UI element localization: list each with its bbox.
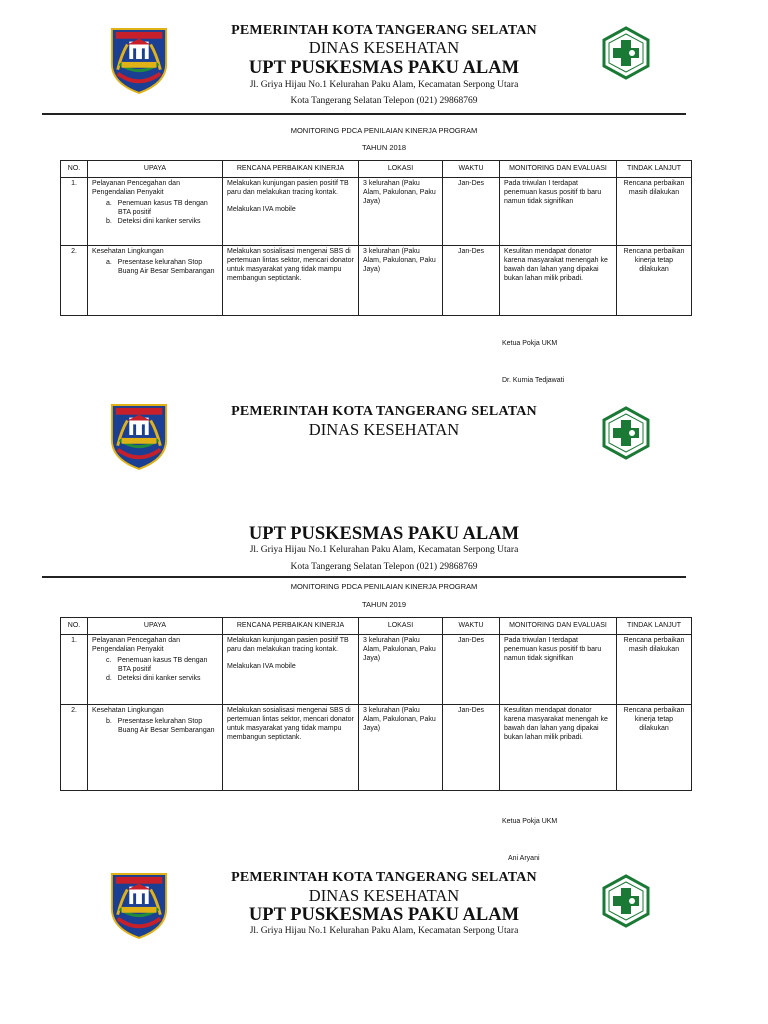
report-title: MONITORING PDCA PENILAIAN KINERJA PROGRAM xyxy=(290,126,478,135)
sub-item: d. Deteksi dini kanker serviks xyxy=(106,675,201,683)
rencana-text: Melakukan kunjungan pasien positif TB paru dan melakukan tracing kontak. xyxy=(227,180,349,197)
upaya-text: Pelayanan Pencegahan dan Pengendalian Penyakit xyxy=(92,180,180,197)
rencana-text-2: Melakukan IVA mobile xyxy=(227,206,296,214)
rencana-cell xyxy=(223,178,359,246)
dinas-name: DINAS KESEHATAN xyxy=(308,420,460,439)
lokasi-cell: 3 kelurahan (Paku Alam, Pakulonan, Paku Jaya) xyxy=(359,705,443,791)
table-row xyxy=(61,705,692,791)
column-header: LOKASI xyxy=(359,618,443,635)
city-phone: Kota Tangerang Selatan Telepon (021) 29868769 xyxy=(290,562,478,572)
lokasi-cell: 3 kelurahan (Paku Alam, Pakulonan, Paku Jaya) xyxy=(359,178,443,246)
upaya-text: Kesehatan Lingkungan xyxy=(92,248,164,255)
rencana-text: Melakukan kunjungan pasien positif TB paru dan melakukan tracing kontak. xyxy=(227,637,349,654)
address: Jl. Griya Hijau No.1 Kelurahan Paku Alam, Kecamatan Serpong Utara xyxy=(249,80,519,90)
lokasi-cell: 3 kelurahan (Paku Alam, Pakulonan, Paku Jaya) xyxy=(359,635,443,705)
header-rule xyxy=(42,113,686,115)
table-header-row xyxy=(61,618,692,635)
puskesmas-name: UPT PUSKESMAS PAKU ALAM xyxy=(248,58,520,78)
waktu-cell: Jan-Des xyxy=(443,705,500,791)
tindak-lanjut-cell: Rencana perbaikan masih dilakukan xyxy=(617,178,692,246)
column-header: LOKASI xyxy=(359,161,443,178)
column-header: WAKTU xyxy=(443,618,500,635)
sub-item: c. Penemuan kasus TB dengan BTA positif xyxy=(106,657,208,674)
waktu-cell: Jan-Des xyxy=(443,635,500,705)
signature-name: Ani Aryani xyxy=(508,855,540,862)
column-header: MONITORING DAN EVALUASI xyxy=(500,618,617,635)
column-header: RENCANA PERBAIKAN KINERJA xyxy=(223,618,359,635)
sub-item: a. Penemuan kasus TB dengan BTA positif xyxy=(106,200,208,217)
upaya-cell xyxy=(88,246,223,316)
waktu-cell: Jan-Des xyxy=(443,178,500,246)
signature-name: Dr. Kurnia Tedjawati xyxy=(502,377,565,384)
waktu-cell: Jan-Des xyxy=(443,246,500,316)
sub-item: a. Presentase kelurahan Stop Buang Air Besar Sembarangan xyxy=(106,259,215,276)
report-title: MONITORING PDCA PENILAIAN KINERJA PROGRAM xyxy=(290,582,478,591)
government-name: PEMERINTAH KOTA TANGERANG SELATAN xyxy=(231,870,537,885)
monev-cell: Pada triwulan I terdapat penemuan kasus positif tb baru namun tidak signifikan xyxy=(500,635,617,705)
row-number: 1. xyxy=(61,178,88,246)
rencana-cell: Melakukan sosialisasi mengenai SBS di pertemuan lintas sektor, mencari donator untuk masyarakat yang tidak mampu membangun septictank. xyxy=(223,246,359,316)
rencana-cell: Melakukan sosialisasi mengenai SBS di pertemuan lintas sektor, mencari donator untuk masyarakat yang tidak mampu membangun septictank. xyxy=(223,705,359,791)
table-header-row xyxy=(61,161,692,178)
tindak-lanjut-cell: Rencana perbaikan masih dilakukan xyxy=(617,635,692,705)
rencana-cell xyxy=(223,635,359,705)
monev-cell: Kesulitan mendapat donator karena masyarakat menengah ke bawah dan lahan yang dipakai bukan lahan milik pribadi. xyxy=(500,246,617,316)
puskesmas-name: UPT PUSKESMAS PAKU ALAM xyxy=(248,524,520,544)
address: Jl. Griya Hijau No.1 Kelurahan Paku Alam, Kecamatan Serpong Utara xyxy=(249,545,519,555)
row-number: 2. xyxy=(61,705,88,791)
header-rule xyxy=(42,576,686,578)
column-header: NO. xyxy=(61,161,88,178)
dinas-name: DINAS KESEHATAN xyxy=(308,38,460,57)
upaya-cell xyxy=(88,705,223,791)
table-row xyxy=(61,178,692,246)
signature-role: Ketua Pokja UKM xyxy=(502,818,558,825)
government-name: PEMERINTAH KOTA TANGERANG SELATAN xyxy=(231,23,537,38)
dinas-name: DINAS KESEHATAN xyxy=(308,886,460,905)
rencana-text-2: Melakukan IVA mobile xyxy=(227,663,296,671)
column-header: NO. xyxy=(61,618,88,635)
signature-role: Ketua Pokja UKM xyxy=(502,340,558,347)
column-header: WAKTU xyxy=(443,161,500,178)
column-header: TINDAK LANJUT xyxy=(617,161,692,178)
tindak-lanjut-cell: Rencana perbaikan kinerja tetap dilakukan xyxy=(617,246,692,316)
city-phone: Kota Tangerang Selatan Telepon (021) 29868769 xyxy=(290,96,478,106)
monev-cell: Kesulitan mendapat donator karena masyarakat menengah ke bawah dan lahan yang dipakai bukan lahan milik pribadi. xyxy=(500,705,617,791)
government-name: PEMERINTAH KOTA TANGERANG SELATAN xyxy=(231,404,537,419)
tindak-lanjut-cell: Rencana perbaikan kinerja tetap dilakukan xyxy=(617,705,692,791)
sub-item: b. Presentase kelurahan Stop Buang Air Besar Sembarangan xyxy=(106,718,215,735)
column-header: RENCANA PERBAIKAN KINERJA xyxy=(223,161,359,178)
report-year: TAHUN 2019 xyxy=(361,600,407,609)
monitoring-table xyxy=(60,617,692,791)
row-number: 1. xyxy=(61,635,88,705)
row-number: 2. xyxy=(61,246,88,316)
upaya-cell xyxy=(88,635,223,705)
upaya-cell xyxy=(88,178,223,246)
report-year: TAHUN 2018 xyxy=(361,143,407,152)
column-header: MONITORING DAN EVALUASI xyxy=(500,161,617,178)
upaya-text: Kesehatan Lingkungan xyxy=(92,707,164,714)
address: Jl. Griya Hijau No.1 Kelurahan Paku Alam, Kecamatan Serpong Utara xyxy=(249,926,519,936)
monitoring-table xyxy=(60,160,692,316)
column-header: TINDAK LANJUT xyxy=(617,618,692,635)
table-row xyxy=(61,635,692,705)
column-header: UPAYA xyxy=(88,161,223,178)
lokasi-cell: 3 kelurahan (Paku Alam, Pakulonan, Paku Jaya) xyxy=(359,246,443,316)
table-row xyxy=(61,246,692,316)
upaya-text: Pelayanan Pencegahan dan Pengendalian Penyakit xyxy=(92,637,180,654)
puskesmas-name: UPT PUSKESMAS PAKU ALAM xyxy=(248,905,520,925)
column-header: UPAYA xyxy=(88,618,223,635)
monev-cell: Pada triwulan I terdapat penemuan kasus positif tb baru namun tidak signifikan xyxy=(500,178,617,246)
sub-item: b. Deteksi dini kanker serviks xyxy=(106,218,201,226)
